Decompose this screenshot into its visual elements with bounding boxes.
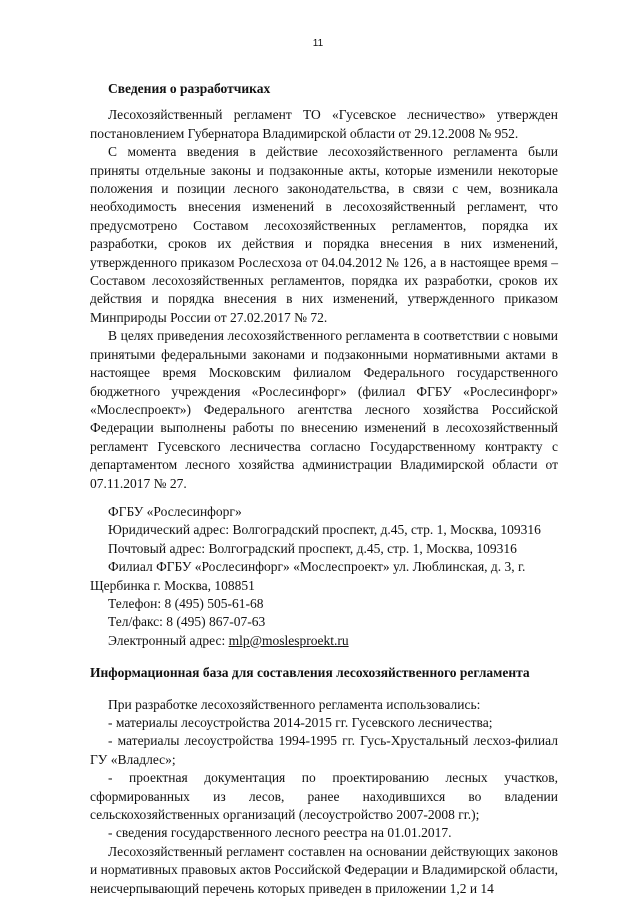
- org-name: ФГБУ «Рослесинфорг»: [108, 503, 242, 519]
- list-item: - сведения государственного лесного реестра на 01.01.2017.: [108, 825, 452, 841]
- paragraph-regulation-approval: Лесохозяйственный регламент ТО «Гусевское лесничество» утвержден постановлением Губернатора Владимирской области от 29.12.2008 № 952.: [90, 107, 558, 141]
- paragraph-legislation-changes: С момента введения в действие лесохозяйственного регламента были приняты отдельные законы и подзаконные акты, которые изменили некоторые положения и позиции лесного законодательства, в связи с чем, возникала необходимость внесения изменений в лесохозяйственный регламент, что предусмотрено Составом лесохозяйственных регламентов, порядка их разработки, сроков их действия и порядка внесения в них изменений, утвержденного приказом Рослесхоза от 04.04.2012 № 126, а в настоящее время – Составом лесохозяйственных регламентов, порядка их разработки, сроков их действия и порядка внесения в них изменений, утвержденного приказом Минприроды России от 27.02.2017 № 72.: [90, 144, 558, 325]
- email-label: Электронный адрес:: [108, 632, 229, 648]
- phone: Телефон: 8 (495) 505-61-68: [108, 595, 264, 611]
- postal-address: Почтовый адрес: Волгоградский проспект, д.45, стр. 1, Москва, 109316: [108, 540, 517, 556]
- paragraph-legal-basis: Лесохозяйственный регламент составлен на основании действующих законов и нормативных правовых актов Российской Федерации и Владимирской области, неисчерпывающий перечень которых приведен в приложении 1,2 и 14: [90, 843, 558, 896]
- list-item: - проектная документация по проектированию лесных участков, сформированных из лесов, ранее находившихся во владении сельскохозяйственных организаций (лесоустройство 2007-2008 гг.);: [90, 770, 558, 823]
- paragraph-work-performed: В целях приведения лесохозяйственного регламента в соответствии с новыми принятыми федеральными законами и подзаконными нормативными актами в настоящее время Московским филиалом Федерального государственного бюджетного учреждения «Рослесинфорг» (филиал ФГБУ «Рослесинфорг» «Мослеспроект») Федерального агентства лесного хозяйства Российской Федерации выполнены работы по внесению изменений в лесохозяйственный регламент Гусевского лесничества согласно Государственному контракту с департаментом лесного хозяйства администрации Владимирской области от 07.11.2017 № 27.: [90, 328, 558, 491]
- info-base-intro: При разработке лесохозяйственного регламента использовались:: [108, 696, 481, 712]
- list-item: - материалы лесоустройства 1994-1995 гг. Гусь-Хрустальный лесхоз-филиал ГУ «Владлес»;: [90, 733, 558, 767]
- email-link[interactable]: mlp@moslesproekt.ru: [228, 632, 349, 648]
- fax: Тел/факс: 8 (495) 867-07-63: [108, 614, 266, 630]
- list-item: - материалы лесоустройства 2014-2015 гг. Гусевского лесничества;: [108, 715, 493, 730]
- email-line: [90, 632, 558, 650]
- page-number: 11: [312, 38, 324, 49]
- section-title-developers: Сведения о разработчиках: [108, 81, 271, 96]
- contacts-block: [90, 503, 558, 650]
- document-body: [90, 80, 558, 898]
- section-title-info-base: Информационная база для составления лесохозяйственного регламента: [90, 665, 530, 681]
- branch-address: Филиал ФГБУ «Рослесинфорг» «Мослеспроект» ул. Люблинская, д. 3, г. Щербинка г. Москва, 108851: [90, 559, 526, 593]
- legal-address: Юридический адрес: Волгоградский проспект, д.45, стр. 1, Москва, 109316: [108, 522, 541, 538]
